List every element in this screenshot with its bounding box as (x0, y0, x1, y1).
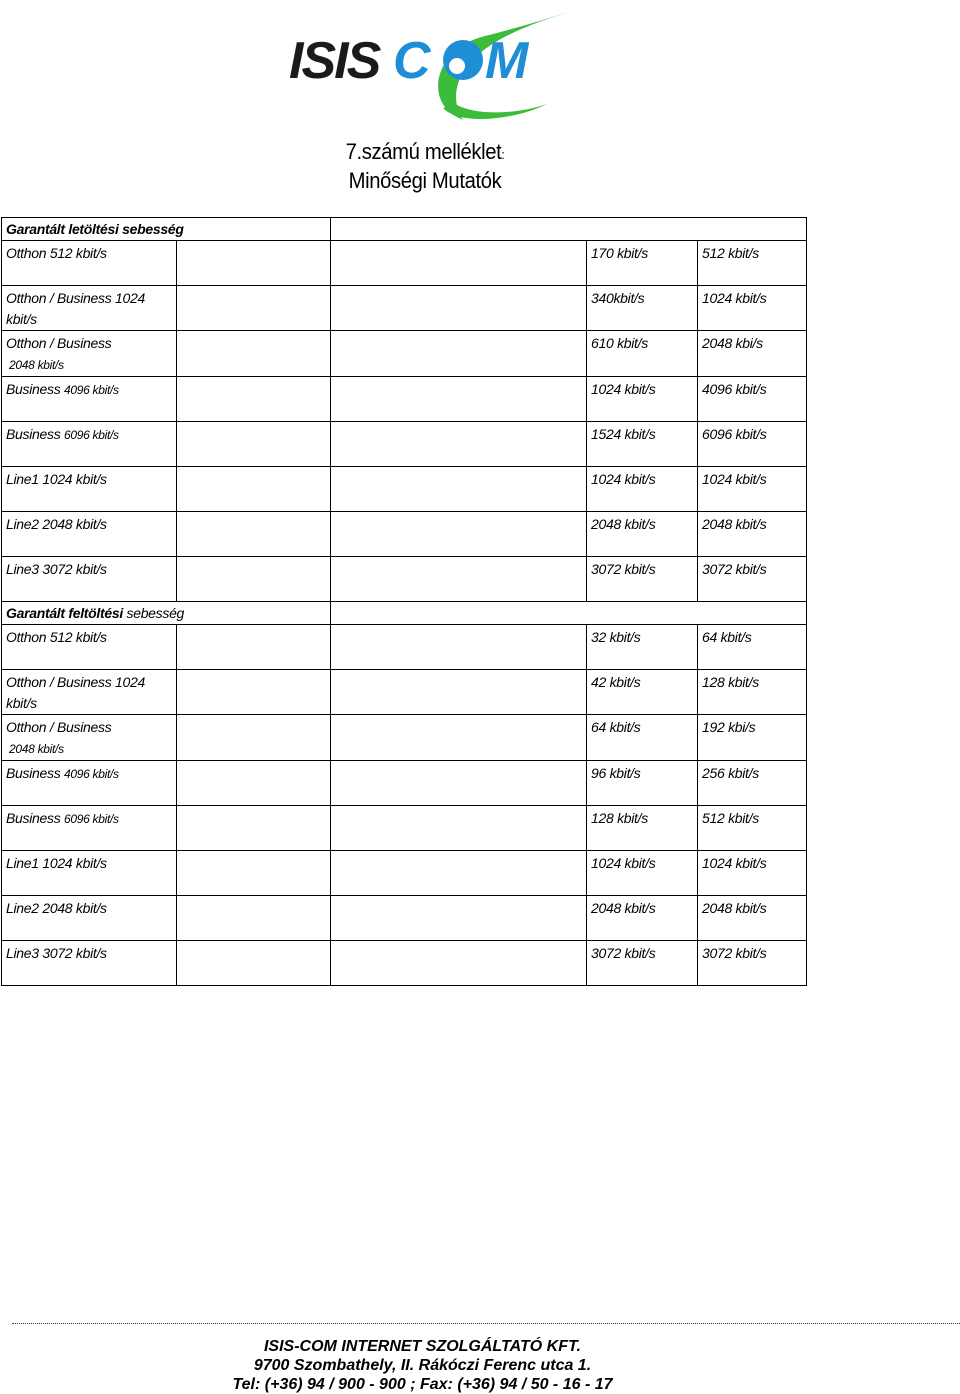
table-row: Business 6096 kbit/s 128 kbit/s 512 kbit/s (2, 806, 807, 851)
table-row: Otthon 512 kbit/s 32 kbit/s 64 kbit/s (2, 625, 807, 670)
svg-text:C: C (393, 32, 429, 90)
table-row: Otthon / Business 1024 kbit/s 42 kbit/s 128 kbit/s (2, 670, 807, 715)
footer-contact: Tel: (+36) 94 / 900 - 900 ; Fax: (+36) 94 / 50 - 16 - 17 (232, 1376, 613, 1393)
annex-subtitle: Minőségi Mutatók (348, 168, 502, 193)
table-row: Otthon / Business 2048 kbit/s 64 kbit/s 192 kbi/s (2, 715, 807, 761)
svg-text:M: M (485, 32, 527, 90)
table-row: Business 6096 kbit/s 1524 kbit/s 6096 kbit/s (2, 422, 807, 467)
isiscom-logo (285, 8, 575, 130)
table-row: Line3 3072 kbit/s 3072 kbit/s 3072 kbit/s (2, 941, 807, 986)
table-row: Line2 2048 kbit/s 2048 kbit/s 2048 kbit/s (2, 512, 807, 557)
upload-section-title: Garantált feltöltési sebesség (2, 602, 331, 625)
table-row: Business 4096 kbit/s 1024 kbit/s 4096 kbit/s (2, 377, 807, 422)
table-row: Otthon / Business 1024 kbit/s 340kbit/s 1024 kbit/s (2, 286, 807, 331)
table-row: Line2 2048 kbit/s 2048 kbit/s 2048 kbit/s (2, 896, 807, 941)
table-row: Line1 1024 kbit/s 1024 kbit/s 1024 kbit/s (2, 851, 807, 896)
svg-text:ISIS: ISIS (289, 32, 380, 90)
quality-table (1, 217, 807, 986)
annex-number: 7.számú melléklet: (345, 139, 505, 164)
footer-divider (12, 1323, 960, 1324)
table-row: Otthon 512 kbit/s 170 kbit/s 512 kbit/s (2, 241, 807, 286)
footer-address: 9700 Szombathely, II. Rákóczi Ferenc utca 1. (253, 1357, 592, 1374)
footer-company: ISIS-COM INTERNET SZOLGÁLTATÓ KFT. (263, 1338, 581, 1355)
table-row: Line1 1024 kbit/s 1024 kbit/s 1024 kbit/s (2, 467, 807, 512)
download-section-title: Garantált letöltési sebesség (2, 218, 331, 241)
table-row: Business 4096 kbit/s 96 kbit/s 256 kbit/s (2, 761, 807, 806)
table-row: Line3 3072 kbit/s 3072 kbit/s 3072 kbit/s (2, 557, 807, 602)
table-row: Otthon / Business 2048 kbit/s 610 kbit/s 2048 kbi/s (2, 331, 807, 377)
